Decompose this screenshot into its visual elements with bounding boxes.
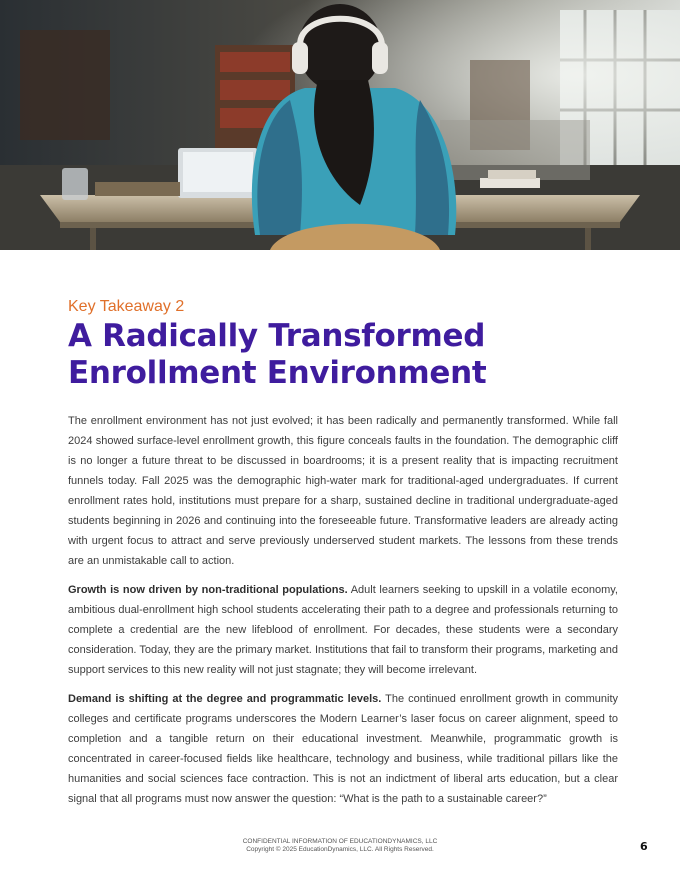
footer-copyright: Copyright © 2025 EducationDynamics, LLC. All Rights Reserved. bbox=[246, 846, 434, 853]
paragraph-2-lead: Growth is now driven by non-traditional populations. bbox=[68, 584, 348, 596]
body-text bbox=[68, 411, 618, 818]
title-line-2: Enrollment Environment bbox=[68, 355, 487, 391]
paragraph-3-text: The continued enrollment growth in community colleges and certificate programs underscores the Modern Learner’s laser focus on career alignment, speed to completion and a tangible return on their educational investment. Meanwhile, programmatic growth is concentrated in career-focused fields like healthcare, technology and business, while traditional pillars like the humanities and social sciences face contraction. This is not an indictment of liberal arts education, but a clear signal that all programs must now answer the question: “What is the path to a sustainable career?” bbox=[68, 693, 619, 805]
page-number: 6 bbox=[640, 840, 648, 853]
title-line-1: A Radically Transformed bbox=[68, 318, 486, 354]
paragraph-3 bbox=[68, 689, 618, 809]
paragraph-2-text: Adult learners seeking to upskill in a volatile economy, ambitious dual-enrollment high school students accelerating their path to a degree and professionals returning to complete a credential are the new lifeblood of enrollment. For decades, these students were a secondary consideration. Today, they are the primary market. Institutions that fail to transform their programs, marketing and support services to this new reality will not just stagnate; they will become irrelevant. bbox=[68, 584, 618, 676]
page-title bbox=[68, 318, 486, 392]
section-kicker: Key Takeaway 2 bbox=[68, 298, 185, 315]
paragraph-1: The enrollment environment has not just evolved; it has been radically and permanently transformed. While fall 2024 showed surface-level enrollment growth, this figure conceals faults in the foundation. The demographic cliff is no longer a future threat to be discussed in boardrooms; it is a present reality that is impacting recruitment funnels today. Fall 2025 was the demographic high-water mark for traditional-aged undergraduates. If current enrollment rates hold, institutions must prepare for a sharp, sustained decline in traditional undergraduate-aged students beginning in 2026 and continuing into the foreseeable future. Transformative leaders are already acting with urgent focus to attract and serve previously underserved student markets. The lessons from these trends are an unmistakable call to action. bbox=[68, 415, 618, 567]
hero-photo bbox=[0, 0, 680, 250]
library-student-illustration bbox=[0, 0, 680, 250]
footer-confidential: CONFIDENTIAL INFORMATION OF EDUCATIONDYNAMICS, LLC bbox=[242, 838, 438, 845]
footer bbox=[140, 838, 540, 854]
paragraph-2 bbox=[68, 580, 618, 680]
paragraph-3-lead: Demand is shifting at the degree and programmatic levels. bbox=[68, 693, 382, 705]
